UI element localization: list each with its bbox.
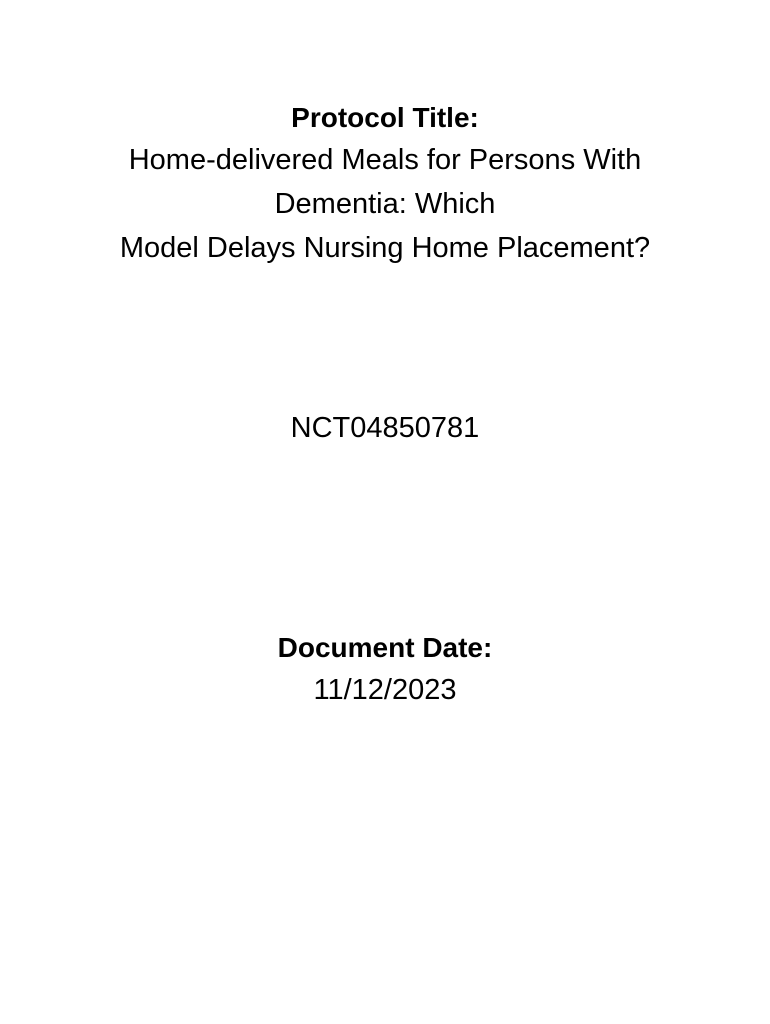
protocol-title-line-2: Dementia: Which bbox=[274, 188, 496, 220]
protocol-title-section bbox=[0, 98, 770, 270]
nct-number-section bbox=[0, 406, 770, 450]
protocol-title-line-1: Home-delivered Meals for Persons With bbox=[128, 144, 642, 176]
nct-number: NCT04850781 bbox=[290, 412, 480, 444]
protocol-title-line-3: Model Delays Nursing Home Placement? bbox=[119, 232, 651, 264]
document-date-heading: Document Date: bbox=[277, 632, 493, 663]
document-date-value: 11/12/2023 bbox=[313, 674, 457, 706]
protocol-title-heading: Protocol Title: bbox=[291, 102, 479, 133]
document-date-section bbox=[0, 628, 770, 712]
